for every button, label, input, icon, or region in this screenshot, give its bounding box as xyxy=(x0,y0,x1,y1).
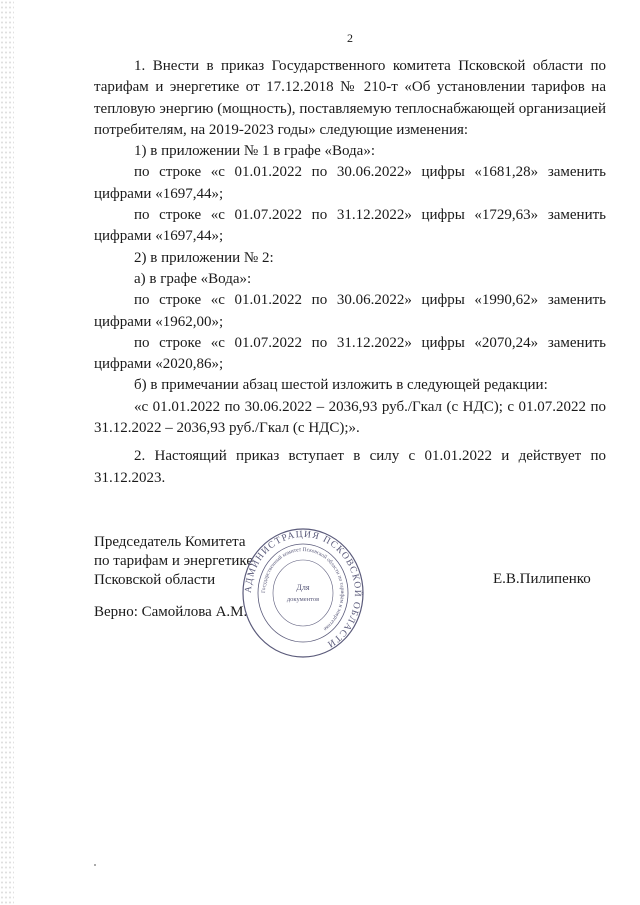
paragraph-4: по строке «с 01.07.2022 по 31.12.2022» цифры «1729,63» заменить цифрами «1697,44»; xyxy=(94,207,606,245)
paragraph-2: 1) в приложении № 1 в графе «Вода»: xyxy=(134,143,376,160)
paragraph-11: 2. Настоящий приказ вступает в силу с 01.01.2022 и действует по 31.12.2023. xyxy=(94,448,606,486)
paragraph-9: б) в примечании абзац шестой изложить в следующей редакции: xyxy=(134,377,548,394)
paragraph-3: по строке «с 01.01.2022 по 30.06.2022» цифры «1681,28» заменить цифрами «1697,44»; xyxy=(94,164,606,202)
signature-title xyxy=(94,533,253,590)
seal-inner-text: Государственный комитет Псковской области по тарифам и энергетике xyxy=(260,546,346,632)
paragraph-6: а) в графе «Вода»: xyxy=(134,270,252,287)
page-number: 2 xyxy=(347,31,353,45)
scan-dot xyxy=(94,864,96,866)
order-body xyxy=(94,56,606,489)
signatory-name: Е.В.Пилипенко xyxy=(493,571,591,587)
seal-center-line-1: Для xyxy=(296,583,310,592)
signature-title-line-3: Псковской области xyxy=(94,572,216,588)
paragraph-1: 1. Внести в приказ Государственного комитета Псковской области по тарифам и энергетике от 17.12.2018 № 210-т «Об установлении тарифов на тепловую энергию (мощность), поставляемую теплоснабжающей организацией потребителям, на 2019-2023 годы» следующие изменения: xyxy=(94,58,606,138)
paragraph-5: 2) в приложении № 2: xyxy=(134,249,274,266)
paragraph-8: по строке «с 01.07.2022 по 31.12.2022» цифры «2070,24» заменить цифрами «2020,86»; xyxy=(94,334,606,373)
seal-outer-text: АДМИНИСТРАЦИЯ ПСКОВСКОЙ ОБЛАСТИ xyxy=(243,529,363,650)
scan-edge-noise xyxy=(0,0,14,905)
paragraph-7: по строке «с 01.01.2022 по 30.06.2022» цифры «1990,62» заменить цифрами «1962,00»; xyxy=(94,292,606,330)
official-seal xyxy=(241,526,365,660)
seal-inner-ring xyxy=(273,560,333,626)
seal-middle-ring xyxy=(258,544,348,642)
verified-copy-note: Верно: Самойлова А.М. xyxy=(94,604,248,620)
signature-title-line-1: Председатель Комитета xyxy=(94,534,246,550)
paragraph-10: «с 01.01.2022 по 30.06.2022 – 2036,93 руб./Гкал (с НДС); с 01.07.2022 по 31.12.2022 – 2036,93 руб./Гкал (с НДС);». xyxy=(94,398,606,437)
seal-center-line-2: документов xyxy=(286,596,320,603)
signature-title-line-2: по тарифам и энергетике xyxy=(94,553,253,569)
